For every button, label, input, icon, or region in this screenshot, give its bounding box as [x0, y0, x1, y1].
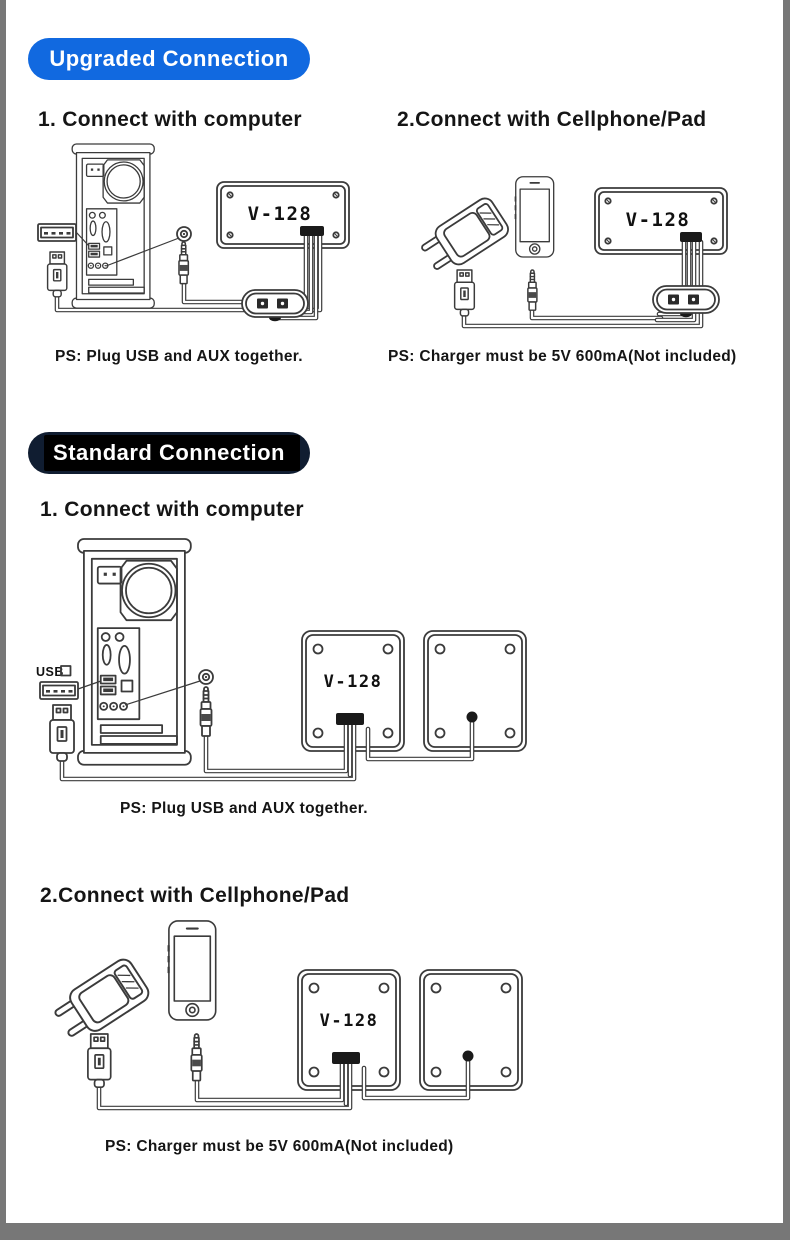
aux-plug-icon: [179, 242, 188, 284]
section-header-upgraded: [28, 38, 310, 80]
note-upgraded-cellphone: PS: Charger must be 5V 600mA(Not included): [388, 348, 737, 365]
usb-receptacle-icon: [38, 224, 76, 241]
speaker-rear-panel-right: [424, 631, 526, 751]
standard-cellphone-diagram: [40, 918, 540, 1118]
heading-upgraded-computer: 1. Connect with computer: [38, 108, 302, 131]
speaker-rear-panel-right: [420, 970, 522, 1090]
heading-standard-cellphone: 2.Connect with Cellphone/Pad: [40, 884, 350, 907]
speaker-panel-icon: [420, 970, 522, 1090]
upgraded-computer-diagram: [30, 138, 360, 338]
left-frame-border: [0, 0, 6, 1223]
upgraded-cellphone-diagram: [395, 160, 745, 335]
usb-plug-icon: [88, 1034, 111, 1087]
power-adapter-icon: [417, 195, 511, 278]
usb-receptacle-icon: [40, 682, 78, 699]
speaker-rear-panel: [217, 182, 349, 248]
note-standard-computer: PS: Plug USB and AUX together.: [120, 800, 368, 817]
section-title: Upgraded Connection: [49, 46, 289, 71]
usb-plug-icon: [455, 270, 475, 316]
note-standard-cellphone: PS: Charger must be 5V 600mA(Not included): [105, 1138, 454, 1155]
aux-jack-icon: [177, 227, 191, 241]
model-label: V-128: [323, 672, 383, 692]
usb-port-label: USB: [36, 665, 64, 679]
right-frame-border: [783, 0, 790, 1223]
heading-standard-computer: 1. Connect with computer: [40, 498, 304, 521]
speaker-cable-connector: [300, 226, 324, 236]
note-upgraded-computer: PS: Plug USB and AUX together.: [55, 348, 303, 365]
section-header-standard: [28, 432, 310, 474]
speaker-cable-connector: [680, 232, 702, 242]
smartphone-icon: [515, 177, 554, 257]
speaker-input-dot: [463, 1051, 474, 1062]
model-label: V-128: [625, 209, 691, 231]
computer-tower-icon: [78, 539, 191, 765]
aux-plug-icon: [201, 687, 212, 736]
usb-plug-icon: [50, 705, 74, 761]
speaker-rear-panel: [595, 188, 727, 254]
volume-control-pod-icon: [653, 286, 719, 317]
aux-plug-icon: [528, 270, 537, 310]
aux-jack-icon: [199, 670, 213, 684]
model-label: V-128: [247, 203, 313, 225]
speaker-panel-icon: [424, 631, 526, 751]
usb-plug-icon: [48, 252, 67, 297]
section-title: Standard Connection: [53, 440, 285, 465]
heading-upgraded-cellphone: 2.Connect with Cellphone/Pad: [397, 108, 707, 131]
model-label: V-128: [319, 1011, 379, 1031]
volume-control-pod-icon: [242, 290, 308, 321]
bottom-frame-border: [0, 1223, 790, 1240]
speaker-input-dot: [467, 712, 478, 723]
standard-computer-diagram: [30, 535, 550, 787]
speaker-cable-connector: [332, 1052, 360, 1064]
cables: [99, 1058, 468, 1108]
computer-tower-icon: [72, 144, 154, 308]
aux-plug-icon: [191, 1034, 201, 1081]
speaker-cable-connector: [336, 713, 364, 725]
smartphone-icon: [168, 921, 216, 1020]
power-adapter-icon: [50, 956, 152, 1045]
